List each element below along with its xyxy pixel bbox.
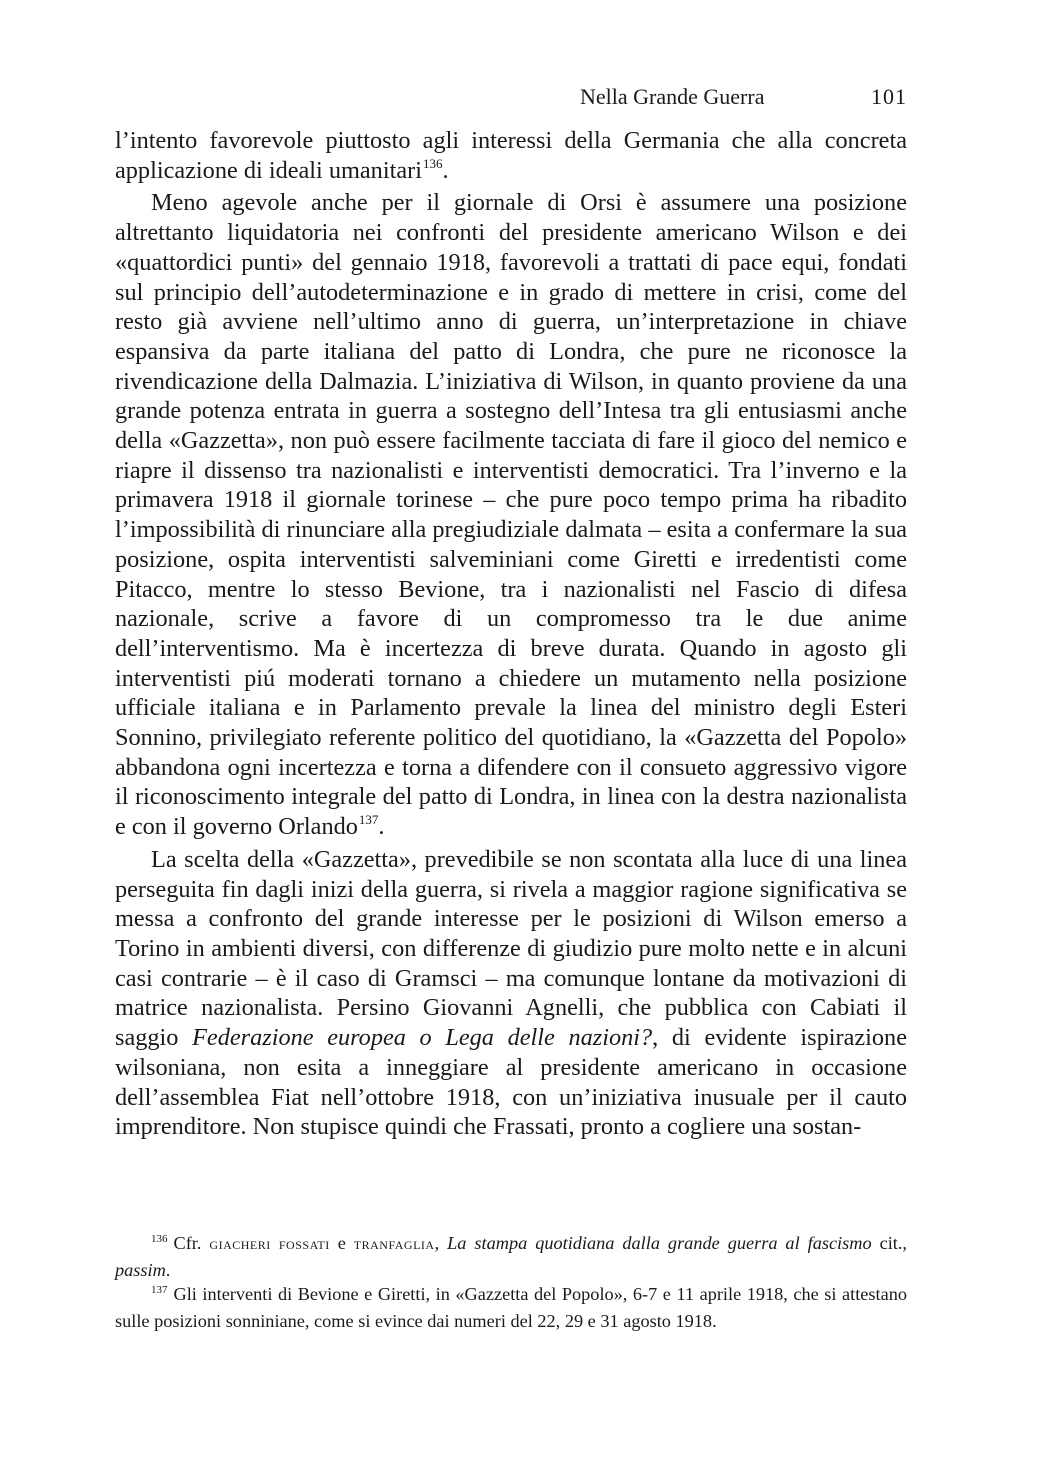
paragraph-1-text: l’intento favorevole piuttosto agli interessi della Germania che alla concreta applicazione di ideali umanitari (115, 127, 907, 184)
footnote-136 (115, 1231, 907, 1282)
paragraph-1-tail: . (442, 156, 449, 184)
footnote-number: 137 (151, 1284, 168, 1296)
footnote-author: tranfaglia (353, 1234, 435, 1253)
footnote-number: 136 (151, 1233, 168, 1245)
main-text (115, 126, 907, 1142)
running-title: Nella Grande Guerra (580, 84, 765, 109)
footnote-conj: e (329, 1233, 354, 1253)
paragraph-2-tail: . (378, 813, 385, 841)
footnote-ref-137[interactable]: 137 (358, 812, 379, 828)
footnote-prefix: Cfr. (173, 1233, 210, 1253)
footnote-sep: , (434, 1233, 448, 1253)
footnote-ref-136[interactable]: 136 (422, 155, 443, 171)
page-number: 101 (871, 84, 907, 109)
paragraph-3-text-a: La scelta della «Gazzetta», prevedibile se non scontata alla luce di una linea perseguita fin dagli inizi della guerra, si rivela a maggior ragione significativa se messa a confronto del grande interesse per le posizioni di Wilson emerso a Torino in ambienti diversi, con differenze di giudizio pure molto nette e in alcuni casi contrarie – è il caso di Gramsci – ma comunque lontane da motivazioni di matrice nazionalista. Persino Giovanni Agnelli, che pubblica con Cabiati il saggio (115, 845, 907, 1052)
paragraph-3-text-b: , di evidente ispirazione wilsoniana, non esita a inneggiare al presidente americano in occasione dell’assemblea Fiat nell’ottobre 1918, con un’iniziativa inusuale per il cauto imprenditore. Non stupisce quindi che Frassati, pronto a cogliere una sostan- (115, 1024, 907, 1141)
footnote-passim: passim (115, 1260, 166, 1280)
book-title-italic: Federazione europea o Lega delle nazioni? (192, 1024, 653, 1052)
paragraph-2-text: Meno agevole anche per il giornale di Orsi è assumere una posizione altrettanto liquidatoria nei confronti del presidente americano Wilson e dei «quattordici punti» del gennaio 1918, favorevoli a trattati di pace equi, fondati sul principio dell’autodeterminazione e in grado di mettere in crisi, come del resto già avviene nell’ultimo anno di guerra, un’interpretazione in chiave espansiva da parte italiana del patto di Londra, che pure ne riconosce la rivendicazione della Dalmazia. L’iniziativa di Wilson, in quanto proviene da una grande potenza entrata in guerra a sostegno dell’Intesa tra gli entusiasmi anche della «Gazzetta», non può essere facilmente tacciata di fare il gioco del nemico e riapre il dissenso tra nazionalisti e interventisti democratici. Tra l’inverno e la primavera 1918 il giornale torinese – che pure poco tempo prima ha ribadito l’impossibilità di rinunciare alla pregiudiziale dalmata – esita a confermare la sua posizione, ospita interventisti salveminiani come Giretti e irredentisti come Pitacco, mentre lo stesso Bevione, tra i nazionalisti nel Fascio di difesa nazionale, scrive a favore di un compromesso tra le due anime dell’interventismo. Ma è incertezza di breve durata. Quando in agosto gli interventisti piú moderati tornano a chiedere un mutamento nella posizione ufficiale italiana e in Parlamento prevale la linea del ministro degli Esteri Sonnino, privilegiato referente politico del quotidiano, la «Gazzetta del Popolo» abbandona ogni incertezza e torna a difendere con il consueto aggressivo vigore il riconoscimento integrale del patto di Londra, in linea con la destra nazionalista e con il governo Orlando (115, 189, 907, 841)
paragraph-2 (115, 188, 907, 844)
paragraph-3 (115, 845, 907, 1142)
footnotes (115, 1231, 907, 1333)
footnote-mid: cit., (871, 1233, 907, 1253)
footnote-title: La stampa quotidiana dalla grande guerra al fascismo (447, 1233, 872, 1253)
footnote-end: . (165, 1260, 171, 1280)
footnote-author: giacheri fossati (209, 1234, 330, 1253)
footnote-text: Gli interventi di Bevione e Giretti, in «Gazzetta del Popolo», 6-7 e 11 aprile 1918, che si attestano sulle posizioni sonniniane, come si evince dai numeri del 22, 29 e 31 agosto 1918. (115, 1284, 907, 1331)
footnote-137 (115, 1282, 907, 1333)
paragraph-1 (115, 126, 907, 188)
